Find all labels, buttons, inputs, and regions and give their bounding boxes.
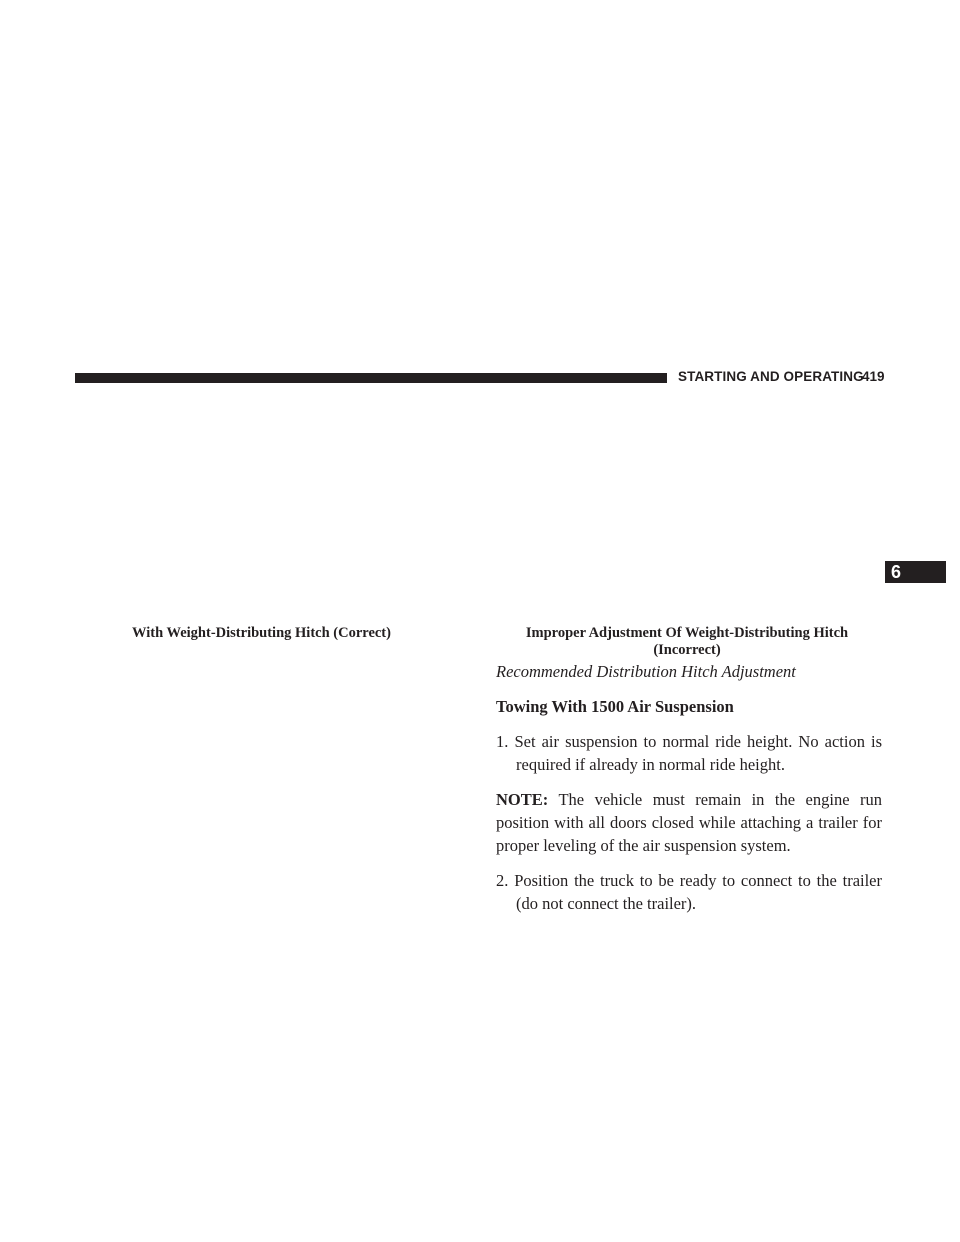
step-1-number: 1. (496, 732, 509, 751)
page-number: 419 (862, 369, 885, 384)
chapter-tab[interactable] (885, 561, 946, 583)
body-column (496, 660, 882, 927)
step-1 (496, 730, 882, 776)
figure-caption-right-line1: Improper Adjustment Of Weight-Distributing Hitch (525, 625, 849, 641)
section-title: STARTING AND OPERATING (678, 369, 864, 384)
subheading-italic: Recommended Distribution Hitch Adjustment (496, 662, 796, 681)
subheading-bold: Towing With 1500 Air Suspension (496, 697, 734, 716)
header-rule (75, 373, 667, 383)
step-2-number: 2. (496, 871, 509, 890)
note-text: The vehicle must remain in the engine run position with all doors closed while attaching a trailer for proper leveling of the air suspension system. (496, 790, 882, 855)
note-paragraph (496, 788, 882, 857)
step-2 (496, 869, 882, 915)
note-label: NOTE: (496, 790, 549, 809)
chapter-number: 6 (891, 562, 902, 582)
step-1-text: Set air suspension to normal ride height. No action is required if already in normal ride height. (514, 732, 883, 774)
figure-caption-right (496, 625, 878, 659)
step-2-text: Position the truck to be ready to connect to the trailer (do not connect the trailer). (514, 871, 882, 913)
figure-caption-left: With Weight-Distributing Hitch (Correct) (132, 625, 391, 641)
figure-caption-right-line2: (Incorrect) (653, 642, 721, 658)
